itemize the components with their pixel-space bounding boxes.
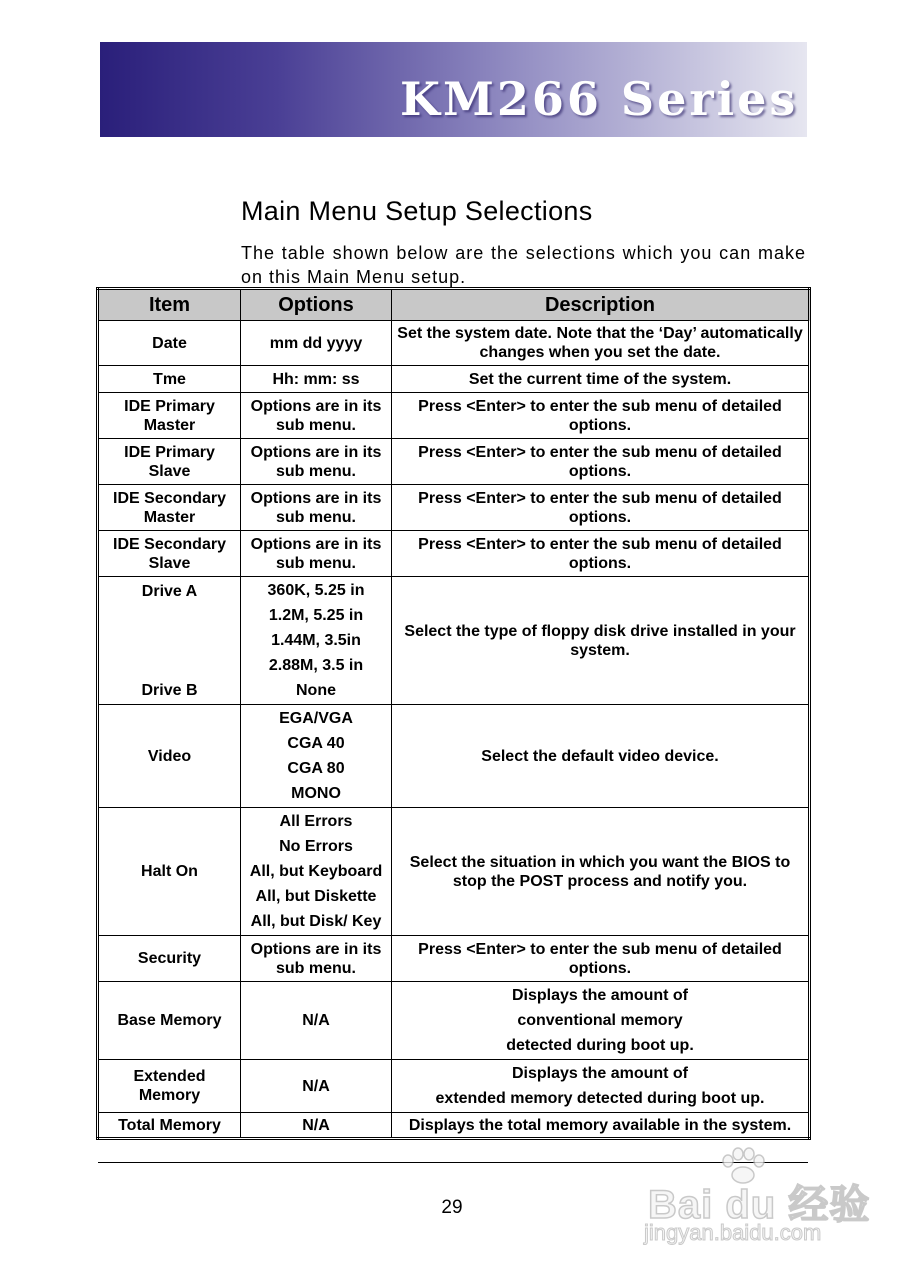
option-value: MONO: [291, 785, 341, 802]
option-value: CGA 80: [287, 760, 345, 777]
table-row: [98, 577, 810, 705]
row-description: Press <Enter> to enter the sub menu of detailed options.: [392, 485, 810, 531]
header-options: Options: [241, 289, 392, 321]
option-value: CGA 40: [287, 735, 345, 752]
description-line: Displays the amount of: [511, 1065, 689, 1082]
table-row: [98, 439, 810, 485]
row-options: [241, 705, 392, 808]
row-description: Displays the total memory available in the system.: [392, 1113, 810, 1139]
option-value: 2.88M, 3.5 in: [268, 657, 364, 674]
drive-labels: [102, 582, 237, 700]
row-options: [241, 577, 392, 705]
row-description: Press <Enter> to enter the sub menu of detailed options.: [392, 439, 810, 485]
description-line: detected during boot up.: [506, 1037, 694, 1054]
row-options: [241, 808, 392, 936]
table-row: [98, 1060, 810, 1113]
row-description: Press <Enter> to enter the sub menu of detailed options.: [392, 531, 810, 577]
row-options: Options are in its sub menu.: [241, 531, 392, 577]
watermark-logo: Bai du 经验: [648, 1183, 871, 1227]
row-item: Tme: [98, 366, 241, 393]
row-item: Video: [98, 705, 241, 808]
option-value: 1.44M, 3.5in: [271, 632, 361, 649]
row-item: IDE Primary Master: [98, 393, 241, 439]
table-row: [98, 393, 810, 439]
table-row: [98, 936, 810, 982]
row-options: Options are in its sub menu.: [241, 485, 392, 531]
row-item: Total Memory: [98, 1113, 241, 1139]
description-line: conventional memory: [517, 1012, 683, 1029]
row-description: Press <Enter> to enter the sub menu of detailed options.: [392, 393, 810, 439]
table-row: [98, 808, 810, 936]
main-menu-table: [96, 287, 811, 1140]
table-row: [98, 321, 810, 366]
row-description: [392, 982, 810, 1060]
row-item: [98, 577, 241, 705]
row-item: Extended Memory: [98, 1060, 241, 1113]
row-description: [392, 1060, 810, 1113]
header-banner: [100, 42, 807, 137]
row-options: N/A: [241, 1060, 392, 1113]
row-description: Press <Enter> to enter the sub menu of detailed options.: [392, 936, 810, 982]
table-row: [98, 705, 810, 808]
row-options: N/A: [241, 982, 392, 1060]
row-description: Set the system date. Note that the ‘Day’ automatically changes when you set the date.: [392, 321, 810, 366]
option-value: None: [296, 682, 336, 699]
watermark-url: jingyan.baidu.com: [644, 1220, 822, 1245]
row-item: IDE Secondary Master: [98, 485, 241, 531]
table-row: [98, 1113, 810, 1139]
brand-title: KM266 Series: [400, 72, 799, 126]
row-item: Base Memory: [98, 982, 241, 1060]
row-options: Options are in its sub menu.: [241, 393, 392, 439]
row-description: Set the current time of the system.: [392, 366, 810, 393]
table-row: [98, 485, 810, 531]
description-line: Displays the amount of: [511, 987, 689, 1004]
row-options: Hh: mm: ss: [241, 366, 392, 393]
description-line: extended memory detected during boot up.: [435, 1090, 765, 1107]
row-description: Select the default video device.: [392, 705, 810, 808]
section-title: Main Menu Setup Selections: [241, 196, 593, 226]
table-row: [98, 982, 810, 1060]
row-item: Halt On: [98, 808, 241, 936]
row-item: IDE Primary Slave: [98, 439, 241, 485]
option-value: All, but Disk/ Key: [250, 913, 382, 930]
page-number: 29: [441, 1197, 463, 1218]
option-value: EGA/VGA: [279, 710, 353, 727]
table-row: [98, 366, 810, 393]
row-item: IDE Secondary Slave: [98, 531, 241, 577]
drive-a-label: Drive A: [141, 582, 198, 600]
row-description: Select the situation in which you want the BIOS to stop the POST process and notify you.: [392, 808, 810, 936]
option-value: 360K, 5.25 in: [267, 582, 365, 599]
intro-paragraph: The table shown below are the selections which you can make on this Main Menu setup.: [241, 243, 806, 287]
option-value: All Errors: [279, 813, 353, 830]
row-description: Select the type of floppy disk drive installed in your system.: [392, 577, 810, 705]
row-options: mm dd yyyy: [241, 321, 392, 366]
option-value: No Errors: [279, 838, 353, 855]
header-item: Item: [98, 289, 241, 321]
row-item: Security: [98, 936, 241, 982]
table-header-row: [98, 289, 810, 321]
option-value: All, but Diskette: [255, 888, 377, 905]
drive-b-label: Drive B: [141, 681, 198, 699]
table-row: [98, 531, 810, 577]
row-item: Date: [98, 321, 241, 366]
row-options: Options are in its sub menu.: [241, 936, 392, 982]
option-value: 1.2M, 5.25 in: [268, 607, 364, 624]
baidu-watermark: [640, 1145, 871, 1250]
row-options: Options are in its sub menu.: [241, 439, 392, 485]
header-description: Description: [392, 289, 810, 321]
option-value: All, but Keyboard: [249, 863, 383, 880]
row-options: N/A: [241, 1113, 392, 1139]
